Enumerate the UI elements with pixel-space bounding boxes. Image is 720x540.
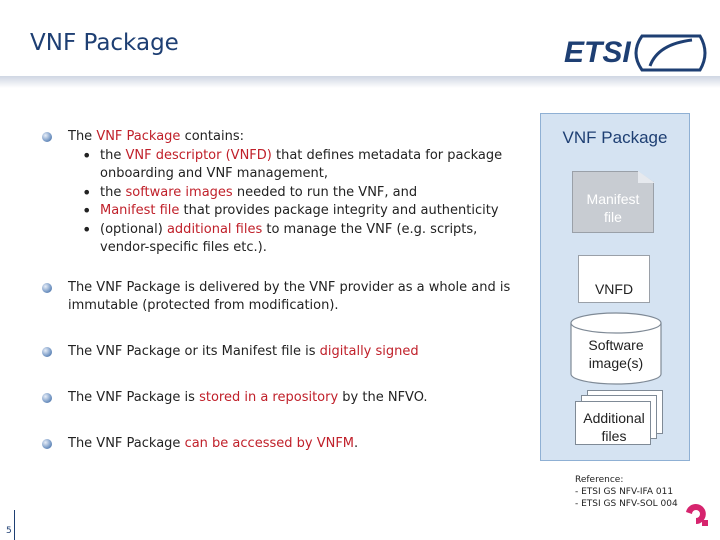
sub-bullet-vnfd: [80, 147, 518, 184]
bullet-marker-icon: [42, 132, 52, 142]
b4-text-2: stored in a repository: [199, 390, 339, 405]
brand-logo-icon: [680, 498, 712, 530]
s2-text-3: needed to run the VNF, and: [232, 184, 418, 200]
slide-title: VNF Package: [30, 30, 179, 56]
b4-text-3: by the NFVO.: [338, 390, 428, 405]
reference-block: [575, 474, 678, 510]
sub-bullet-manifest: [80, 202, 518, 221]
s3-text-2: that provides package integrity and authenticity: [179, 203, 499, 218]
s2-text-2: software images: [125, 184, 233, 200]
software-label-line1: Software: [588, 337, 644, 353]
etsi-logo-text: ETSI: [564, 36, 631, 69]
main-content: [40, 128, 518, 453]
b5-text-1: The VNF Package: [68, 435, 185, 451]
reference-item-ifa011: - ETSI GS NFV-IFA 011: [575, 487, 674, 497]
additional-label-line1: Additional: [583, 410, 645, 426]
bullet-signed: [40, 343, 518, 362]
bullet-marker-icon: [42, 347, 52, 357]
b4-text-1: The VNF Package is: [68, 390, 200, 405]
additional-label-line2: files: [601, 428, 627, 444]
b5-text-3: .: [354, 435, 359, 451]
bullet-marker-icon: [42, 393, 52, 403]
s4-text-1: (optional): [100, 221, 167, 237]
vnf-package-diagram: [540, 113, 690, 461]
reference-item-sol004: - ETSI GS NFV-SOL 004: [575, 499, 678, 509]
vnfd-label: VNFD: [594, 281, 634, 297]
etsi-logo: [560, 28, 710, 78]
diagram-title: VNF Package: [562, 128, 668, 147]
vnfd-box: [578, 255, 650, 303]
manifest-label: [572, 190, 654, 226]
b3-text-1: The VNF Package or its Manifest file is: [68, 343, 320, 359]
s3-text-1: Manifest file: [100, 203, 180, 218]
b2-text-1: The VNF Package is delivered by the VNF provider as a whole and is immutable (protected from modification).: [68, 279, 511, 313]
s4-text-2: additional files: [166, 221, 263, 237]
s2-text-1: the: [100, 184, 126, 200]
b1-text-3: contains:: [180, 129, 244, 144]
sub-bullet-additional: [80, 221, 518, 258]
bullet-stored: [40, 389, 518, 408]
s1-text-2: VNF descriptor (VNFD): [125, 147, 272, 163]
software-label-line2: image(s): [588, 355, 644, 371]
header-divider: [0, 76, 720, 88]
sub-bullet-list: [80, 147, 518, 258]
b3-text-2: digitally signed: [319, 343, 419, 359]
b5-text-2: can be accessed by VNFM: [184, 435, 355, 451]
software-label: [569, 336, 663, 372]
b1-text-2: VNF Package: [96, 129, 181, 144]
s4-text-3: to manage the VNF (e.g. scripts, vendor-specific files etc.).: [100, 221, 478, 255]
page-number-divider: [14, 510, 15, 540]
bullet-marker-icon: [42, 439, 52, 449]
bullet-contents: [40, 128, 518, 258]
s1-text-3: that defines metadata for package onboarding and VNF management,: [100, 147, 503, 181]
bullet-accessed: [40, 435, 518, 454]
reference-heading: Reference:: [575, 475, 624, 485]
page-number: 5: [6, 526, 12, 536]
additional-files-label: [567, 409, 661, 445]
b1-text-1: The: [68, 129, 97, 144]
s1-text-1: the: [100, 147, 126, 163]
manifest-label-line2: file: [604, 209, 622, 225]
sub-bullet-software: [80, 184, 518, 203]
bullet-delivered: [40, 279, 518, 316]
manifest-label-line1: Manifest: [586, 191, 640, 207]
bullet-marker-icon: [42, 283, 52, 293]
